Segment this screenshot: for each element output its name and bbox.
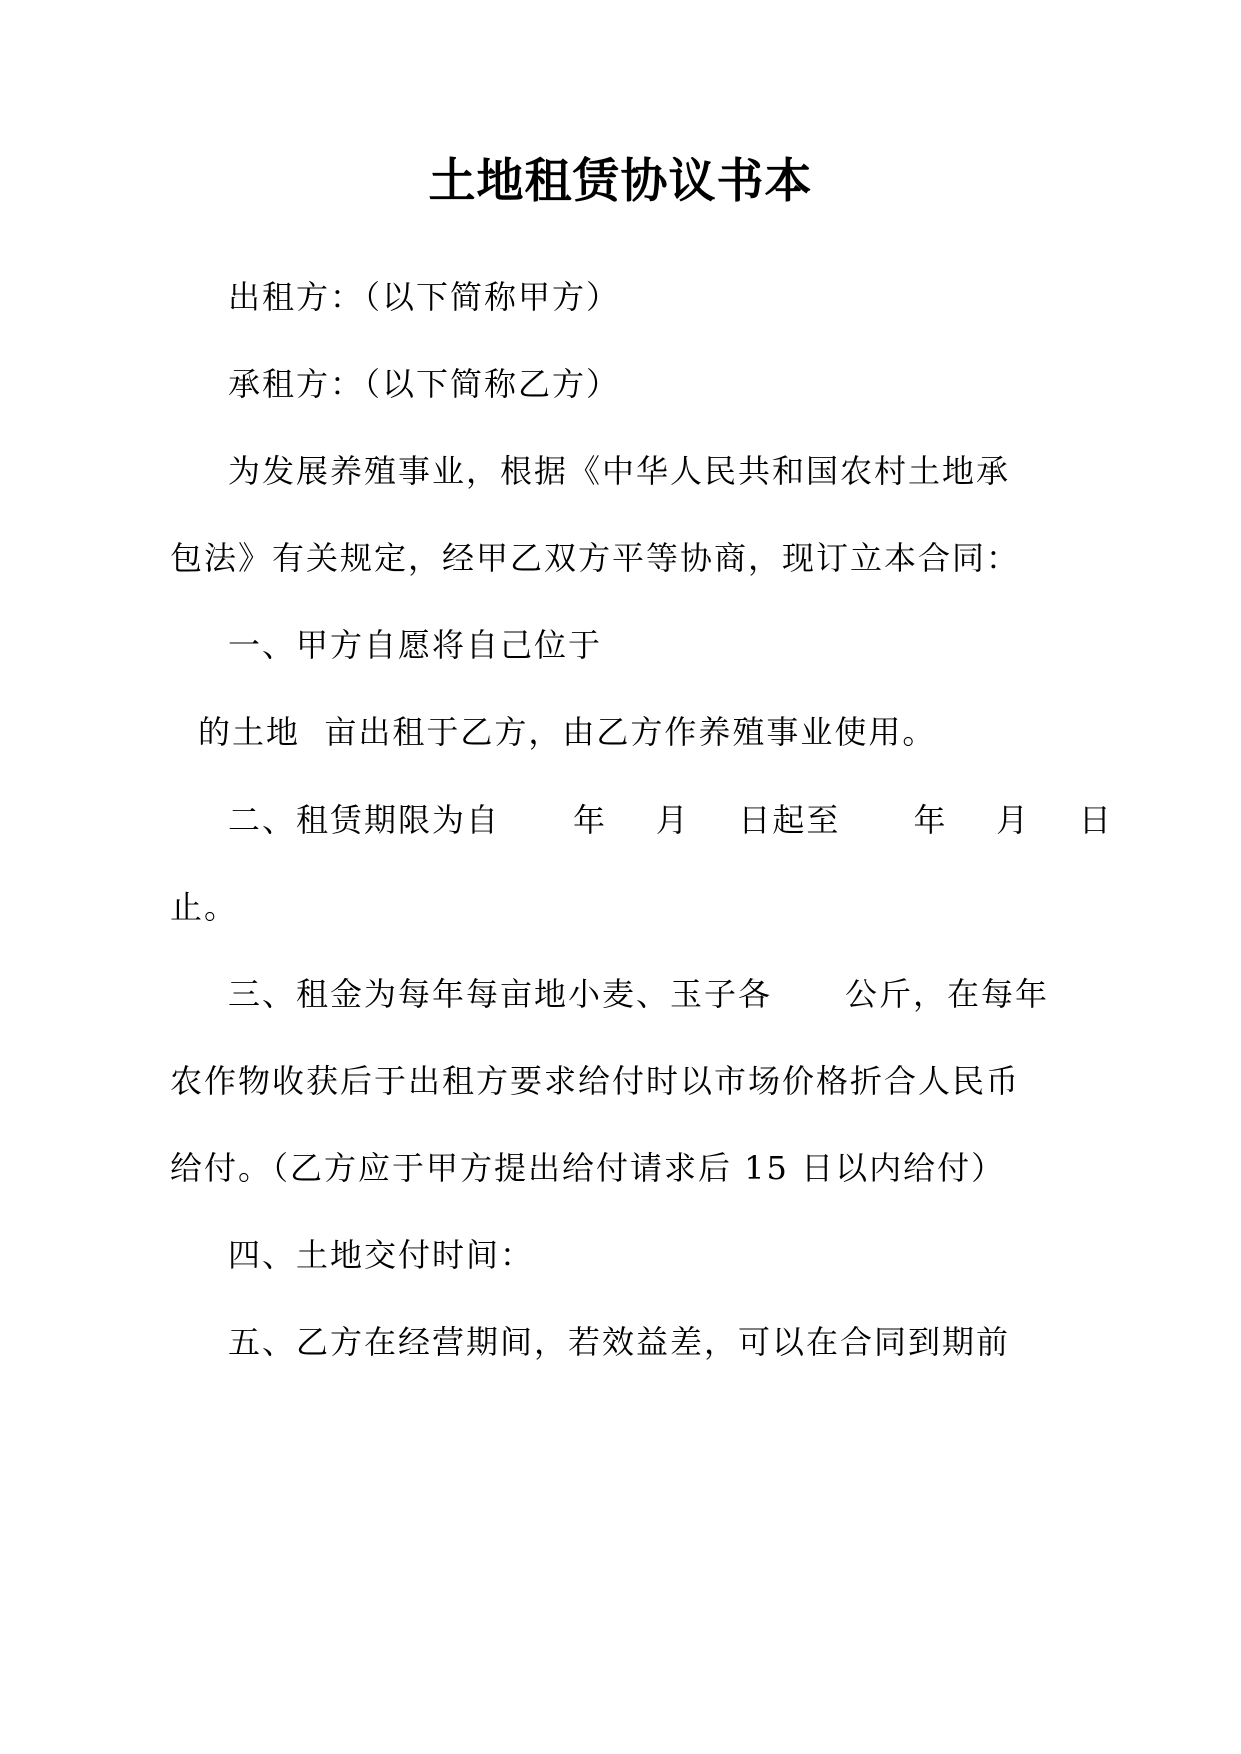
lessor-line: 出租方：（以下简称甲方） [228, 278, 621, 316]
preamble-line-2: 包法》有关规定，经甲乙双方平等协商，现订立本合同： [170, 539, 1021, 577]
clause-3-line-2: 农作物收获后于出租方要求给付时以市场价格折合人民币 [170, 1062, 1021, 1100]
lessee-line: 承租方：（以下简称乙方） [228, 365, 621, 403]
clause-3-line-1: 三、租金为每年每亩地小麦、玉子各 公斤，在每年 [228, 975, 1050, 1013]
clause-2-line-1: 二、租赁期限为自 年 月 日起至 年 月 日 [228, 801, 1113, 839]
clause-1-line-1: 一、甲方自愿将自己位于 [228, 626, 603, 664]
document-title: 土地租赁协议书本 [428, 154, 813, 209]
clause-1-line-2: 的土地 亩出租于乙方，由乙方作养殖事业使用。 [198, 713, 937, 751]
preamble-line-1: 为发展养殖事业，根据《中华人民共和国农村土地承 [228, 452, 1011, 490]
clause-4-line: 四、土地交付时间： [228, 1236, 535, 1274]
clause-3-line-3: 给付。（乙方应于甲方提出给付请求后 15 日以内给付） [170, 1149, 1006, 1187]
clause-5-line-1: 五、乙方在经营期间，若效益差，可以在合同到期前 [228, 1323, 1011, 1361]
clause-2-line-2: 止。 [170, 888, 239, 926]
